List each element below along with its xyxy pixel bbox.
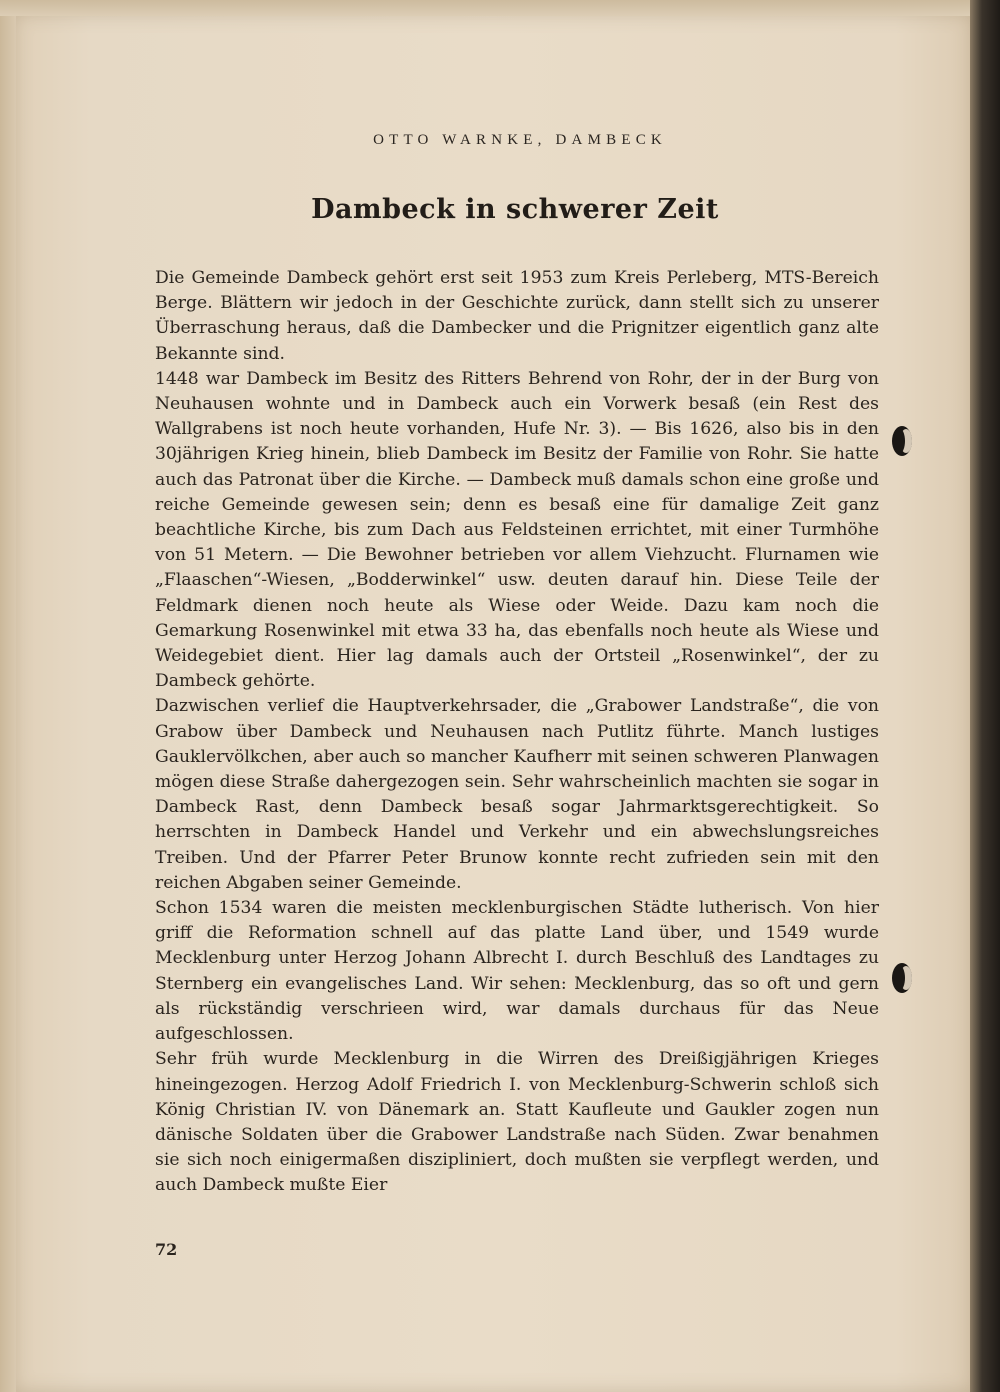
page-number: 72	[155, 1240, 178, 1259]
binding-hole-icon	[890, 424, 916, 458]
article-title: Dambeck in schwerer Zeit	[311, 194, 719, 225]
binding-hole-icon	[890, 961, 916, 995]
paragraph-5: Sehr früh wurde Mecklenburg in die Wirren des Dreißigjährigen Krieges hineingezogen. Herzog Adolf Friedrich I. von Mecklenburg-Schwerin schloß sich König Christian IV. von Dänemark an. Statt Kaufleute und Gaukler zogen nun dänische Soldaten über die Grabower Landstraße nach Süden. Zwar benahmen sie sich noch einigermaßen diszipliniert, doch mußten sie verpflegt werden, und auch Dambeck mußte Eier	[155, 1049, 879, 1196]
paragraph-2: 1448 war Dambeck im Besitz des Ritters Behrend von Rohr, der in der Burg von Neuhausen wohnte und in Dambeck auch ein Vorwerk besaß (ein Rest des Wallgrabens ist noch heute vorhanden, Hufe Nr. 3). — Bis 1626, also bis in den 30jährigen Krieg hinein, blieb Dambeck im Besitz der Familie von Rohr. Sie hatte auch das Patronat über die Kirche. — Dambeck muß damals schon eine große und reiche Gemeinde gewesen sein; denn es besaß eine für damalige Zeit ganz beachtliche Kirche, bis zum Dach aus Feldsteinen errichtet, mit einer Turmhöhe von 51 Metern. — Die Bewohner betrieben vor allem Viehzucht. Flurnamen wie „Flaaschen“-Wiesen, „Bodderwinkel“ usw. deuten darauf hin. Diese Teile der Feldmark dienen noch heute als Wiese oder Weide. Dazu kam noch die Gemarkung Rosenwinkel mit etwa 33 ha, das ebenfalls noch heute als Wiese und Weidegebiet dient. Hier lag damals auch der Ortsteil „Rosenwinkel“, der zu Dambeck gehörte.	[155, 368, 879, 692]
page-top-edge	[0, 0, 1000, 16]
author-heading: OTTO WARNKE, DAMBECK	[373, 132, 667, 148]
paragraph-4: Schon 1534 waren die meisten mecklenburgischen Städte lutherisch. Von hier griff die Reformation schnell auf das platte Land über, und 1549 wurde Mecklenburg unter Herzog Johann Albrecht I. durch Beschluß des Landtages zu Sternberg ein evangelisches Land. Wir sehen: Mecklenburg, das so oft und gern als rückständig verschrieen wird, war damals durchaus für das Neue aufgeschlossen.	[155, 898, 879, 1045]
article-body	[155, 266, 879, 1199]
paragraph-1: Die Gemeinde Dambeck gehört erst seit 1953 zum Kreis Perleberg, MTS-Bereich Berge. Blättern wir jedoch in der Geschichte zurück, dann stellt sich zu unserer Überraschung heraus, daß die Dambecker und die Prignitzer eigentlich ganz alte Bekannte sind.	[155, 268, 879, 364]
paragraph-3: Dazwischen verlief die Hauptverkehrsader, die „Grabower Landstraße“, die von Grabow über Dambeck und Neuhausen nach Putlitz führte. Manch lustiges Gauklervölkchen, aber auch so mancher Kaufherr mit seinen schweren Planwagen mögen diese Straße dahergezogen sein. Sehr wahrscheinlich machten sie sogar in Dambeck Rast, denn Dambeck besaß sogar Jahrmarktsgerechtigkeit. So herrschten in Dambeck Handel und Verkehr und ein abwechslungsreiches Treiben. Und der Pfarrer Peter Brunow konnte recht zufrieden sein mit den reichen Abgaben seiner Gemeinde.	[155, 696, 879, 893]
